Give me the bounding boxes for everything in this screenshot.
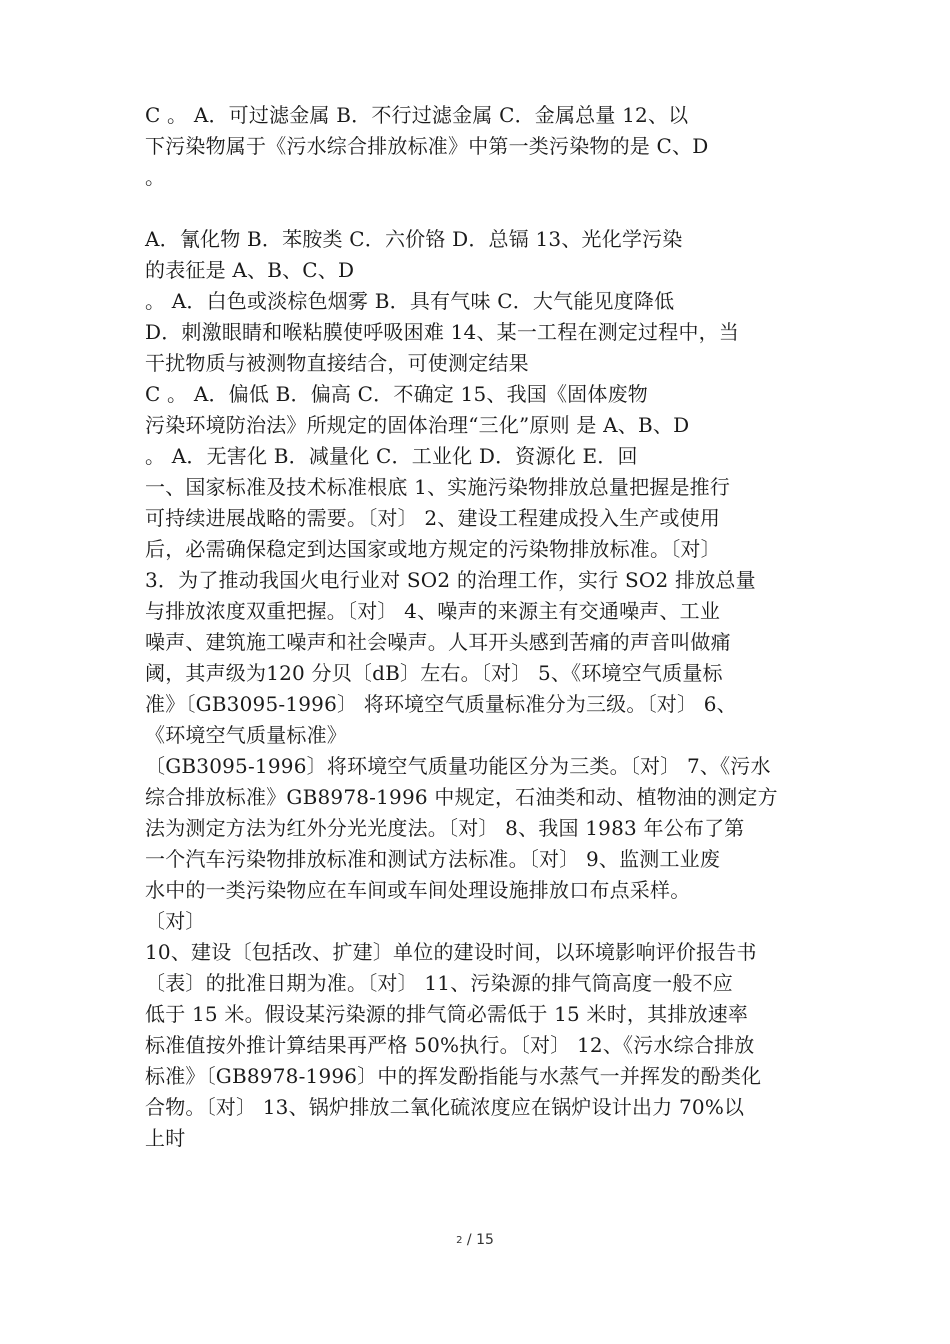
text-line: 。 <box>145 165 166 189</box>
page-number-separator: / <box>462 1232 477 1248</box>
text-line: 《环境空气质量标准》 <box>145 723 347 747</box>
text-line: 与排放浓度双重把握。〔对〕 4、噪声的来源主有交通噪声、工业 <box>145 599 721 623</box>
text-line: 标准值按外推计算结果再严格 50%执行。〔对〕 12、《污水综合排放 <box>145 1033 755 1057</box>
text-line: 阈，其声级为120 分贝〔dB〕左右。〔对〕 5、《环境空气质量标 <box>145 661 723 685</box>
text-line: 10、建设〔包括改、扩建〕单位的建设时间，以环境影响评价报告书 <box>145 940 757 964</box>
text-line: 〔GB3095-1996〕将环境空气质量功能区分为三类。〔对〕 7、《污水 <box>145 754 771 778</box>
text-line: 一、国家标准及技术标准根底 1、实施污染物排放总量把握是推行 <box>145 475 731 499</box>
page-number-total: 15 <box>476 1232 494 1248</box>
text-line: 。 A．白色或淡棕色烟雾 B．具有气味 C．大气能见度降低 <box>145 289 675 313</box>
text-line: 上时 <box>145 1126 186 1150</box>
text-line: 后，必需确保稳定到达国家或地方规定的污染物排放标准。〔对〕 <box>145 537 721 561</box>
text-line: A．氰化物 B．苯胺类 C．六价铬 D．总镉 13、光化学污染 <box>145 227 683 251</box>
text-line: 干扰物质与被测物直接结合，可使测定结果 <box>145 351 529 375</box>
text-line: 可持续进展战略的需要。〔对〕 2、建设工程建成投入生产或使用 <box>145 506 721 530</box>
text-line: 一个汽车污染物排放标准和测试方法标准。〔对〕 9、监测工业废 <box>145 847 721 871</box>
text-line: D．刺激眼睛和喉粘膜使呼吸困难 14、某一工程在测定过程中，当 <box>145 320 740 344</box>
text-line: 3．为了推动我国火电行业对 SO2 的治理工作，实行 SO2 排放总量 <box>145 568 756 592</box>
text-line: 水中的一类污染物应在车间或车间处理设施排放口布点采样。 <box>145 878 691 902</box>
text-line: 的表征是 A、B、C、D <box>145 258 355 282</box>
page-number-current: 2 <box>456 1235 463 1246</box>
text-line: 。 A．无害化 B．减量化 C．工业化 D．资源化 E．回 <box>145 444 638 468</box>
text-line: 下污染物属于《污水综合排放标准》中第一类污染物的是 C、D <box>145 134 709 158</box>
text-line: 合物。〔对〕 13、锅炉排放二氧化硫浓度应在锅炉设计出力 70%以 <box>145 1095 745 1119</box>
text-line: C 。 A．偏低 B．偏高 C．不确定 15、我国《固体废物 <box>145 382 648 406</box>
text-line: 法为测定方法为红外分光光度法。〔对〕 8、我国 1983 年公布了第 <box>145 816 745 840</box>
text-line: 〔对〕 <box>145 909 206 933</box>
text-line: 污染环境防治法》所规定的固体治理“三化”原则 是 A、B、D <box>145 413 690 437</box>
text-line: 综合排放标准》GB8978-1996 中规定，石油类和动、植物油的测定方 <box>145 785 778 809</box>
text-line: 准》〔GB3095-1996〕 将环境空气质量标准分为三级。〔对〕 6、 <box>145 692 737 716</box>
text-line: 低于 15 米。假设某污染源的排气筒必需低于 15 米时，其排放速率 <box>145 1002 749 1026</box>
page-number <box>0 1232 950 1248</box>
text-line: 〔表〕的批准日期为准。〔对〕 11、污染源的排气筒高度一般不应 <box>145 971 734 995</box>
text-line: 标准》〔GB8978-1996〕中的挥发酚指能与水蒸气一并挥发的酚类化 <box>145 1064 762 1088</box>
document-body <box>145 100 835 1154</box>
text-line: 噪声、建筑施工噪声和社会噪声。人耳开头感到苦痛的声音叫做痛 <box>145 630 731 654</box>
text-line: C 。 A．可过滤金属 B．不行过滤金属 C．金属总量 12、以 <box>145 103 689 127</box>
